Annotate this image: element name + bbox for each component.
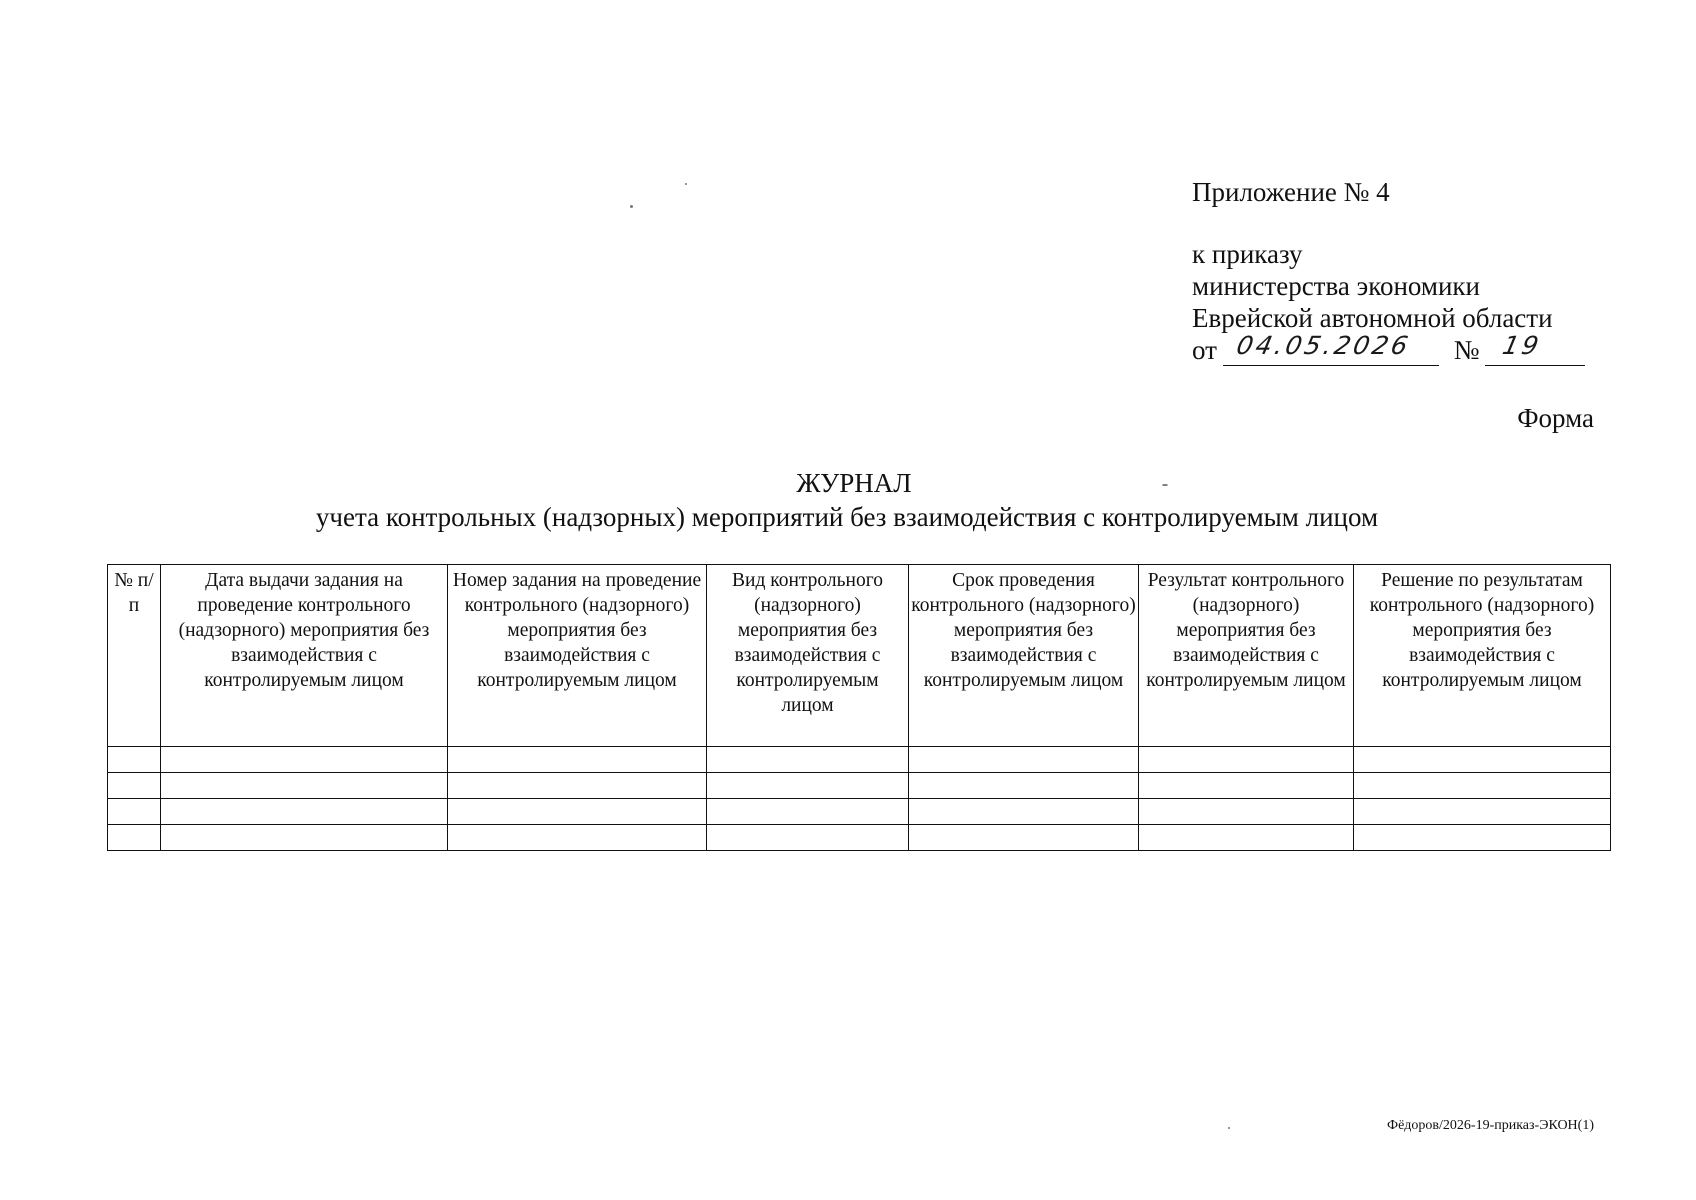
number-label: № [1453,335,1480,365]
form-label: Форма [1517,403,1594,433]
journal-table [107,564,1611,851]
appendix-date-number-line [1192,331,1585,366]
journal-title-text: ЖУРНАЛ [796,468,912,498]
journal-subtitle: учета контрольных (надзорных) мероприятий без взаимодействия с контролируемым лицом [315,502,1379,532]
table-cell [909,825,1139,851]
table-cell [448,799,707,825]
column-header-measure-type: Вид контрольного (надзорного) мероприятия без взаимодействия с контролируемым лицом [707,565,909,747]
table-row [108,825,1611,851]
column-header-number: № п/п [108,565,161,747]
spacer [1192,208,1585,238]
column-header-term: Срок проведения контрольного (надзорного) мероприятия без взаимодействия с контролируемым лицом [909,565,1139,747]
table-cell [448,747,707,773]
table-cell [707,825,909,851]
table-row [108,773,1611,799]
from-label: от [1192,335,1217,365]
table-cell [1354,825,1611,851]
journal-title [0,468,1695,499]
table-cell [108,799,161,825]
table-cell [108,747,161,773]
table-cell [707,799,909,825]
date-field [1223,331,1439,366]
table-cell [161,747,448,773]
table-cell [1354,773,1611,799]
scan-speck [685,183,687,185]
table-cell [1139,825,1354,851]
table-cell [1139,773,1354,799]
table-cell [161,799,448,825]
table-cell [1354,747,1611,773]
table-cell [1354,799,1611,825]
handwritten-number: 19 [1500,331,1545,360]
column-header-task-number: Номер задания на проведение контрольного (надзорного) мероприятия без взаимодействия с контролируемым лицом [448,565,707,747]
appendix-block [1192,176,1585,366]
handwritten-date: 04.05.2026 [1233,331,1414,360]
table-row [108,747,1611,773]
table-cell [108,773,161,799]
table-cell [707,773,909,799]
column-header-decision: Решение по результатам контрольного (надзорного) мероприятия без взаимодействия с контролируемым лицом [1354,565,1611,747]
table-cell [909,747,1139,773]
appendix-line-order: к приказу [1192,239,1303,269]
table-cell [161,773,448,799]
document-footer-code: Фёдоров/2026-19-приказ-ЭКОН(1) [1387,1118,1594,1133]
table-cell [108,825,161,851]
column-header-result: Результат контрольного (надзорного) мероприятия без взаимодействия с контролируемым лицом [1139,565,1354,747]
appendix-title: Приложение № 4 [1192,177,1390,207]
column-header-issue-date: Дата выдачи задания на проведение контрольного (надзорного) мероприятия без взаимодействия с контролируемым лицом [161,565,448,747]
table-cell [161,825,448,851]
table-header-row [108,565,1611,747]
table-cell [909,773,1139,799]
scan-speck [1162,484,1168,486]
table-row [108,799,1611,825]
scan-speck [630,205,633,208]
scan-speck [1228,1127,1230,1129]
table-cell [707,747,909,773]
table-cell [1139,799,1354,825]
table-cell [909,799,1139,825]
table-cell [448,825,707,851]
table-cell [448,773,707,799]
appendix-line-region: Еврейской автономной области [1192,303,1553,333]
appendix-line-ministry: министерства экономики [1192,271,1480,301]
table-cell [1139,747,1354,773]
number-field [1485,331,1585,366]
